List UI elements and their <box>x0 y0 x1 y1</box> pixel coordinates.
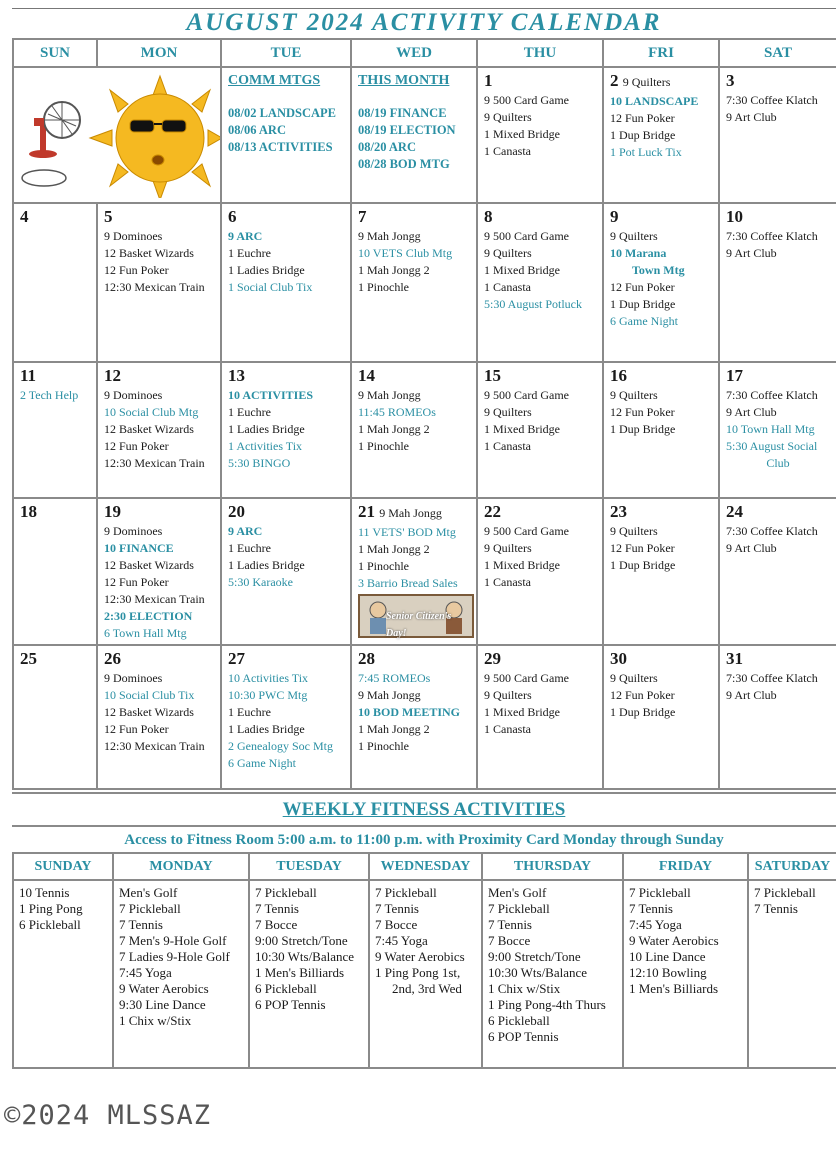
event: 9 500 Card Game <box>484 671 569 685</box>
fitness-item: 9:00 Stretch/Tone <box>255 933 348 948</box>
fitness-item: 7:45 Yoga <box>629 917 682 932</box>
event: 1 Ladies Bridge <box>228 722 305 736</box>
day-number: 23 <box>610 502 627 521</box>
fitness-item: 6 Pickleball <box>19 917 81 932</box>
day-cell-6 <box>221 203 351 362</box>
event-teal: 10:30 PWC Mtg <box>228 688 308 702</box>
event: 9 Mah Jongg <box>379 506 442 520</box>
event: 9 Art Club <box>726 246 777 260</box>
event: 9 500 Card Game <box>484 388 569 402</box>
day-cell-12 <box>97 362 221 498</box>
day-number: 18 <box>20 502 37 521</box>
fitness-item: 7:45 Yoga <box>375 933 428 948</box>
event: 12:30 Mexican Train <box>104 739 205 753</box>
comm-mtgs-cell <box>221 67 351 203</box>
event: 1 Canasta <box>484 575 531 589</box>
fitness-item: 10:30 Wts/Balance <box>488 965 588 980</box>
cloud-icon <box>22 170 100 198</box>
event: 12:30 Mexican Train <box>104 456 205 470</box>
event-highlight: 2:30 ELECTION <box>104 609 193 623</box>
day-number: 16 <box>610 366 627 385</box>
fitness-item: 7:45 Yoga <box>119 965 172 980</box>
event: 1 Mixed Bridge <box>484 127 560 141</box>
fitness-item: 7 Ladies 9-Hole Golf <box>119 949 230 964</box>
event-teal: 5:30 August Potluck <box>484 297 583 311</box>
event: 9 500 Card Game <box>484 524 569 538</box>
fitness-item: 10 Tennis <box>19 885 70 900</box>
day-number: 27 <box>228 649 245 668</box>
event: 1 Mixed Bridge <box>484 558 560 572</box>
event: 12 Fun Poker <box>610 688 675 702</box>
calendar-grid <box>12 38 836 790</box>
event: 12 Fun Poker <box>610 541 675 555</box>
event: 1 Dup Bridge <box>610 297 676 311</box>
day-cell-5 <box>97 203 221 362</box>
event: 9 Dominoes <box>104 388 163 402</box>
event: 1 Canasta <box>484 439 531 453</box>
event-teal: 10 VETS Club Mtg <box>358 246 453 260</box>
day-cell-10 <box>719 203 836 362</box>
fitness-item: 7 Bocce <box>255 917 298 932</box>
fitness-item: 7 Pickleball <box>255 885 317 900</box>
event: 1 Ladies Bridge <box>228 558 305 572</box>
day-cell-18 <box>13 498 97 645</box>
day-number: 15 <box>484 366 501 385</box>
day-number: 2 <box>610 71 619 90</box>
event: 12 Fun Poker <box>104 263 169 277</box>
event: 9 Art Club <box>726 688 777 702</box>
day-number: 10 <box>726 207 743 226</box>
day-number: 14 <box>358 366 375 385</box>
day-cell-30 <box>603 645 719 789</box>
event: 12 Fun Poker <box>610 280 675 294</box>
event: 9 Dominoes <box>104 671 163 685</box>
fitness-col-monday: MONDAY <box>113 853 249 880</box>
weekday-mon: MON <box>97 39 221 67</box>
sun-fan-illustration <box>14 68 221 198</box>
event-teal: 5:30 BINGO <box>228 456 291 470</box>
event: 7:30 Coffee Klatch <box>726 388 818 402</box>
event: 7:30 Coffee Klatch <box>726 524 818 538</box>
weekday-fri: FRI <box>603 39 719 67</box>
day-cell-31 <box>719 645 836 789</box>
fitness-item: 1 Ping Pong <box>19 901 83 916</box>
event-highlight: 9 ARC <box>228 229 263 243</box>
day-number: 29 <box>484 649 501 668</box>
event: 7:30 Coffee Klatch <box>726 93 818 107</box>
week-row-1 <box>13 67 836 203</box>
fitness-item: 9:00 Stretch/Tone <box>488 949 581 964</box>
event: 1 Ladies Bridge <box>228 422 305 436</box>
weekday-sun: SUN <box>13 39 97 67</box>
fitness-item: 6 POP Tennis <box>255 997 326 1012</box>
day-cell-22 <box>477 498 603 645</box>
event: 1 Pinochle <box>358 559 409 573</box>
this-month-cell <box>351 67 477 203</box>
fitness-saturday-cell <box>748 880 836 1068</box>
day-number: 3 <box>726 71 735 90</box>
day-number: 17 <box>726 366 743 385</box>
comm-mtgs-heading: COMM MTGS <box>228 73 321 88</box>
weekday-thu: THU <box>477 39 603 67</box>
event: 1 Mixed Bridge <box>484 705 560 719</box>
event-teal: 2 Genealogy Soc Mtg <box>228 739 333 753</box>
event: 12 Basket Wizards <box>104 246 194 260</box>
fitness-item: 7 Men's 9-Hole Golf <box>119 933 227 948</box>
weekday-sat: SAT <box>719 39 836 67</box>
day-cell-26 <box>97 645 221 789</box>
event-teal: 5:30 August Social <box>726 439 818 453</box>
event: 1 Dup Bridge <box>610 128 676 142</box>
fitness-header-row <box>13 853 836 880</box>
fitness-sunday-cell <box>13 880 113 1068</box>
day-number: 4 <box>20 207 29 226</box>
event-teal: 1 Pot Luck Tix <box>610 145 682 159</box>
day-number: 21 <box>358 502 375 521</box>
day-cell-9 <box>603 203 719 362</box>
fitness-item: 12:10 Bowling <box>629 965 707 980</box>
fitness-item: 7 Pickleball <box>375 885 437 900</box>
fitness-col-wednesday: WEDNESDAY <box>369 853 482 880</box>
event: 1 Mah Jongg 2 <box>358 722 430 736</box>
event: 12:30 Mexican Train <box>104 280 205 294</box>
event: 12 Fun Poker <box>104 439 169 453</box>
event: 9 Dominoes <box>104 229 163 243</box>
day-cell-23 <box>603 498 719 645</box>
fitness-col-friday: FRIDAY <box>623 853 748 880</box>
event: 12 Basket Wizards <box>104 422 194 436</box>
copyright-watermark: ©2024 MLSSAZ <box>4 1100 212 1131</box>
event-teal: 2 Tech Help <box>20 388 79 402</box>
event: 9 Quilters <box>484 110 532 124</box>
event: 9 Quilters <box>484 405 532 419</box>
day-number: 8 <box>484 207 493 226</box>
event: 1 Canasta <box>484 144 531 158</box>
fan-icon <box>29 102 80 158</box>
event: 9 Art Club <box>726 541 777 555</box>
event: 12 Fun Poker <box>104 575 169 589</box>
day-number: 30 <box>610 649 627 668</box>
event: 1 Mah Jongg 2 <box>358 263 430 277</box>
senior-day-image <box>358 594 474 638</box>
fitness-item: 7 Tennis <box>255 901 299 916</box>
week-row-4 <box>13 498 836 645</box>
day-cell-4 <box>13 203 97 362</box>
event: 1 Euchre <box>228 405 271 419</box>
fitness-item: 10:30 Wts/Balance <box>255 949 355 964</box>
day-number: 24 <box>726 502 743 521</box>
event-highlight: 10 FINANCE <box>104 541 174 555</box>
event-teal: 6 Game Night <box>610 314 678 328</box>
calendar-title: AUGUST 2024 ACTIVITY CALENDAR <box>12 8 836 39</box>
this-month-item: 08/19 FINANCE <box>358 106 447 120</box>
event-teal: Club <box>766 456 790 470</box>
day-number: 31 <box>726 649 743 668</box>
fitness-item: 7 Tennis <box>629 901 673 916</box>
day-cell-3 <box>719 67 836 203</box>
event: 1 Mixed Bridge <box>484 422 560 436</box>
this-month-heading: THIS MONTH <box>358 73 450 88</box>
event: 9 Quilters <box>484 541 532 555</box>
event-teal: 10 Social Club Mtg <box>104 405 199 419</box>
event: 9 Art Club <box>726 110 777 124</box>
fitness-item: 1 Men's Billiards <box>255 965 345 980</box>
fitness-item: 2nd, 3rd Wed <box>392 981 462 996</box>
event: 1 Pinochle <box>358 439 409 453</box>
day-number: 6 <box>228 207 237 226</box>
fitness-item: 1 Ping Pong 1st, <box>375 965 461 980</box>
day-cell-19 <box>97 498 221 645</box>
day-cell-1 <box>477 67 603 203</box>
day-number: 19 <box>104 502 121 521</box>
fitness-item: 1 Ping Pong-4th Thurs <box>488 997 606 1012</box>
event: 1 Mah Jongg 2 <box>358 542 430 556</box>
event-teal: 1 Activities Tix <box>228 439 303 453</box>
fitness-col-thursday: THURSDAY <box>482 853 623 880</box>
week-row-5 <box>13 645 836 789</box>
event: 12 Fun Poker <box>610 405 675 419</box>
fitness-tuesday-cell <box>249 880 369 1068</box>
event-teal: 6 Town Hall Mtg <box>104 626 187 640</box>
fitness-item: 7 Pickleball <box>119 901 181 916</box>
day-number: 20 <box>228 502 245 521</box>
day-number: 1 <box>484 71 493 90</box>
fitness-col-saturday: SATURDAY <box>748 853 836 880</box>
fitness-item: 7 Bocce <box>375 917 418 932</box>
event: 9 Mah Jongg <box>358 229 421 243</box>
fitness-item: 9 Water Aerobics <box>629 933 719 948</box>
fitness-item: 1 Men's Billiards <box>629 981 719 996</box>
event: 12 Fun Poker <box>104 722 169 736</box>
event-teal: 10 Social Club Tix <box>104 688 195 702</box>
event: 9 Quilters <box>484 688 532 702</box>
day-cell-11 <box>13 362 97 498</box>
week-row-3 <box>13 362 836 498</box>
event: 1 Euchre <box>228 246 271 260</box>
event: 9 Mah Jongg <box>358 688 421 702</box>
event: 9 Quilters <box>484 246 532 260</box>
fitness-item: 6 Pickleball <box>488 1013 550 1028</box>
event: 7:30 Coffee Klatch <box>726 671 818 685</box>
event-teal: 3 Barrio Bread Sales <box>358 576 458 590</box>
event: 1 Mah Jongg 2 <box>358 422 430 436</box>
event: 1 Pinochle <box>358 280 409 294</box>
fitness-grid <box>12 852 836 1069</box>
event: 1 Euchre <box>228 705 271 719</box>
weekday-wed: WED <box>351 39 477 67</box>
fitness-thursday-cell <box>482 880 623 1068</box>
event-highlight: 10 ACTIVITIES <box>228 388 314 402</box>
event: 9 500 Card Game <box>484 93 569 107</box>
event: 1 Canasta <box>484 722 531 736</box>
week-row-2 <box>13 203 836 362</box>
day-cell-27 <box>221 645 351 789</box>
fitness-item: 7 Pickleball <box>754 885 816 900</box>
day-number: 9 <box>610 207 619 226</box>
fitness-wednesday-cell <box>369 880 482 1068</box>
event-teal: 6 Game Night <box>228 756 296 770</box>
this-month-item: 08/28 BOD MTG <box>358 157 450 171</box>
day-cell-25 <box>13 645 97 789</box>
event: 1 Mixed Bridge <box>484 263 560 277</box>
fitness-item: 9:30 Line Dance <box>119 997 206 1012</box>
day-cell-28 <box>351 645 477 789</box>
day-cell-8 <box>477 203 603 362</box>
day-cell-7 <box>351 203 477 362</box>
event: 1 Dup Bridge <box>610 558 676 572</box>
fitness-heading: WEEKLY FITNESS ACTIVITIES <box>12 792 836 825</box>
event-highlight: 10 LANDSCAPE <box>610 94 699 108</box>
fitness-item: 9 Water Aerobics <box>119 981 209 996</box>
fitness-item: 1 Chix w/Stix <box>488 981 561 996</box>
event: 12:30 Mexican Train <box>104 592 205 606</box>
event: 9 Quilters <box>610 524 658 538</box>
event: 9 Quilters <box>610 388 658 402</box>
fitness-item: Men's Golf <box>488 885 547 900</box>
this-month-item: 08/19 ELECTION <box>358 123 456 137</box>
day-number: 28 <box>358 649 375 668</box>
day-number: 5 <box>104 207 113 226</box>
day-cell-15 <box>477 362 603 498</box>
event-highlight: 10 Marana <box>610 246 667 260</box>
event: 7:30 Coffee Klatch <box>726 229 818 243</box>
event-teal: 11:45 ROMEOs <box>358 405 436 419</box>
fitness-item: 7 Pickleball <box>629 885 691 900</box>
event: 9 Quilters <box>622 75 671 89</box>
event-highlight: 10 BOD MEETING <box>358 705 461 719</box>
day-number: 22 <box>484 502 501 521</box>
event: 1 Dup Bridge <box>610 705 676 719</box>
weekday-tue: TUE <box>221 39 351 67</box>
fitness-col-sunday: SUNDAY <box>13 853 113 880</box>
day-cell-24 <box>719 498 836 645</box>
day-number: 11 <box>20 366 37 385</box>
day-cell-21 <box>351 498 477 645</box>
day-cell-17 <box>719 362 836 498</box>
fitness-item: 7 Tennis <box>754 901 798 916</box>
day-cell-29 <box>477 645 603 789</box>
fitness-item: Men's Golf <box>119 885 178 900</box>
event-teal: 10 Activities Tix <box>228 671 309 685</box>
event: 9 Art Club <box>726 405 777 419</box>
event: 1 Dup Bridge <box>610 422 676 436</box>
fitness-item: 7 Tennis <box>375 901 419 916</box>
fitness-item: 6 Pickleball <box>255 981 317 996</box>
day-cell-14 <box>351 362 477 498</box>
event: 1 Ladies Bridge <box>228 263 305 277</box>
event-teal: 7:45 ROMEOs <box>358 671 431 685</box>
event: 1 Pinochle <box>358 739 409 753</box>
fitness-item: 9 Water Aerobics <box>375 949 465 964</box>
day-cell-2 <box>603 67 719 203</box>
fitness-monday-cell <box>113 880 249 1068</box>
event: 9 Mah Jongg <box>358 388 421 402</box>
event-highlight: 9 ARC <box>228 524 263 538</box>
fitness-item: 7 Tennis <box>488 917 532 932</box>
event: 1 Canasta <box>484 280 531 294</box>
fitness-item: 7 Bocce <box>488 933 531 948</box>
event-highlight: Town Mtg <box>632 263 685 277</box>
day-number: 25 <box>20 649 37 668</box>
day-number: 26 <box>104 649 121 668</box>
fitness-item: 10 Line Dance <box>629 949 706 964</box>
day-cell-16 <box>603 362 719 498</box>
fitness-item: 7 Pickleball <box>488 901 550 916</box>
comm-mtg-item: 08/06 ARC <box>228 123 286 137</box>
fitness-col-tuesday: TUESDAY <box>249 853 369 880</box>
fitness-friday-cell <box>623 880 748 1068</box>
day-number: 12 <box>104 366 121 385</box>
day-cell-20 <box>221 498 351 645</box>
event: 12 Basket Wizards <box>104 705 194 719</box>
event: 1 Euchre <box>228 541 271 555</box>
summer-art-cell <box>13 67 221 203</box>
fitness-item: 1 Chix w/Stix <box>119 1013 192 1028</box>
day-number: 7 <box>358 207 367 226</box>
event: 9 Quilters <box>610 671 658 685</box>
event: 9 500 Card Game <box>484 229 569 243</box>
fitness-item: 6 POP Tennis <box>488 1029 559 1044</box>
event: 9 Quilters <box>610 229 658 243</box>
event: 9 Dominoes <box>104 524 163 538</box>
event-teal: 11 VETS' BOD Mtg <box>358 525 456 539</box>
weekday-header-row <box>13 39 836 67</box>
day-cell-13 <box>221 362 351 498</box>
senior-day-text: Senior Citizen's Day! <box>386 611 452 639</box>
comm-mtg-item: 08/13 ACTIVITIES <box>228 140 333 154</box>
event-teal: 1 Social Club Tix <box>228 280 313 294</box>
this-month-item: 08/20 ARC <box>358 140 416 154</box>
sun-icon <box>90 76 221 198</box>
event: 12 Fun Poker <box>610 111 675 125</box>
event-teal: 10 Town Hall Mtg <box>726 422 815 436</box>
comm-mtg-item: 08/02 LANDSCAPE <box>228 106 336 120</box>
fitness-item: 7 Tennis <box>119 917 163 932</box>
fitness-access-note: Access to Fitness Room 5:00 a.m. to 11:00 p.m. with Proximity Card Monday through Sunday <box>12 825 836 853</box>
event: 12 Basket Wizards <box>104 558 194 572</box>
event-teal: 5:30 Karaoke <box>228 575 293 589</box>
day-number: 13 <box>228 366 245 385</box>
fitness-activities-row <box>13 880 836 1068</box>
